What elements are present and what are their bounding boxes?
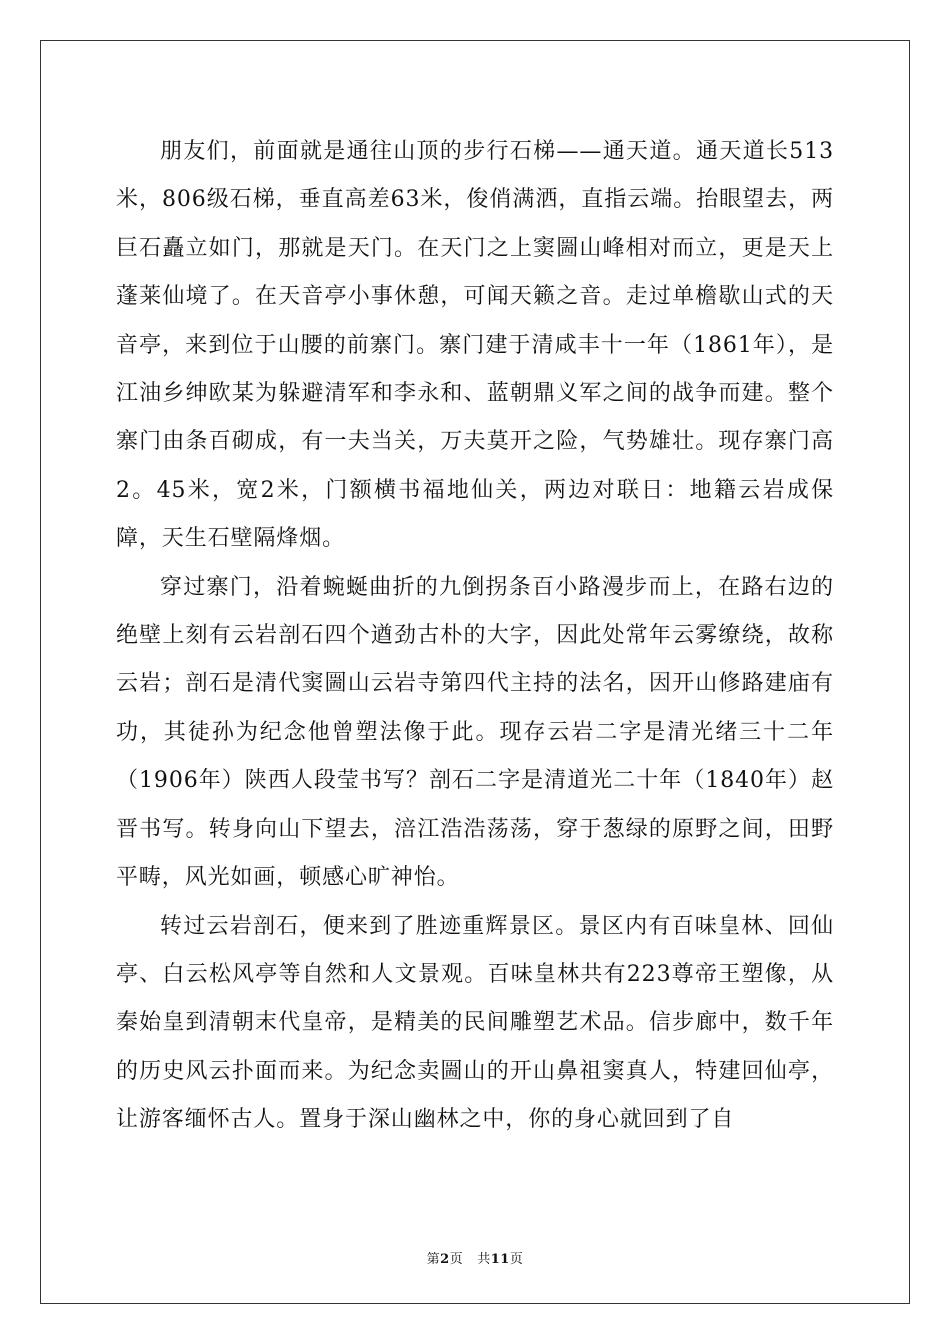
page-prefix: 第	[426, 1252, 441, 1267]
total-prefix: 共	[477, 1252, 491, 1267]
paragraph-1: 朋友们，前面就是通往山顶的步行石梯——通天道。通天道长513米，806级石梯，垂直高差63米，俊俏满洒，直指云端。抬眼望去，两巨石矗立如门，那就是天门。在天门之上窦圌山峰相对而立，更是天上蓬莱仙境了。在天音亭小事休憩，可闻天籁之音。走过单檐歇山式的天音亭，来到位于山腰的前寨门。寨门建于清咸丰十一年（1861年），是江油乡绅欧某为躲避清军和李永和、蓝朝鼎义军之间的战争而建。整个寨门由条百砌成，有一夫当关，万夫莫开之险，气势雄壮。现存寨门高2。45米，宽2米，门额横书福地仙关，两边对联日：地籍云岩成保障，天生石壁隔烽烟。	[116, 139, 834, 552]
page-footer	[0, 1248, 950, 1267]
paragraph-2: 穿过寨门，沿着蜿蜒曲折的九倒拐条百小路漫步而上，在路右边的绝壁上刻有云岩剖石四个遒劲古朴的大字，因此处常年云雾缭绕，故称云岩；剖石是清代窦圌山云岩寺第四代主持的法名，因开山修路建庙有功，其徒孙为纪念他曾塑法像于此。现存云岩二字是清光绪三十二年（1906年）陕西人段莹书写？剖石二字是清道光二十年（1840年）赵晋书写。转身向山下望去，涪江浩浩荡荡，穿于葱绿的原野之间，田野平畴，风光如画，顿感心旷神怡。	[116, 574, 834, 891]
page-suffix: 页	[449, 1252, 464, 1267]
document-body	[116, 128, 834, 1145]
paragraph-3: 转过云岩剖石，便来到了胜迹重辉景区。景区内有百味皇林、回仙亭、白云松风亭等自然和人文景观。百味皇林共有223尊帝王塑像，从秦始皇到清朝末代皇帝，是精美的民间雕塑艺术品。信步廊中，数千年的历史风云扑面而来。为纪念卖圌山的开山鼻祖窦真人，特建回仙亭，让游客缅怀古人。置身于深山幽林之中，你的身心就回到了自	[116, 913, 834, 1133]
total-suffix: 页	[509, 1252, 524, 1267]
page-number: 2	[440, 1252, 450, 1267]
total-pages: 11	[490, 1252, 510, 1267]
